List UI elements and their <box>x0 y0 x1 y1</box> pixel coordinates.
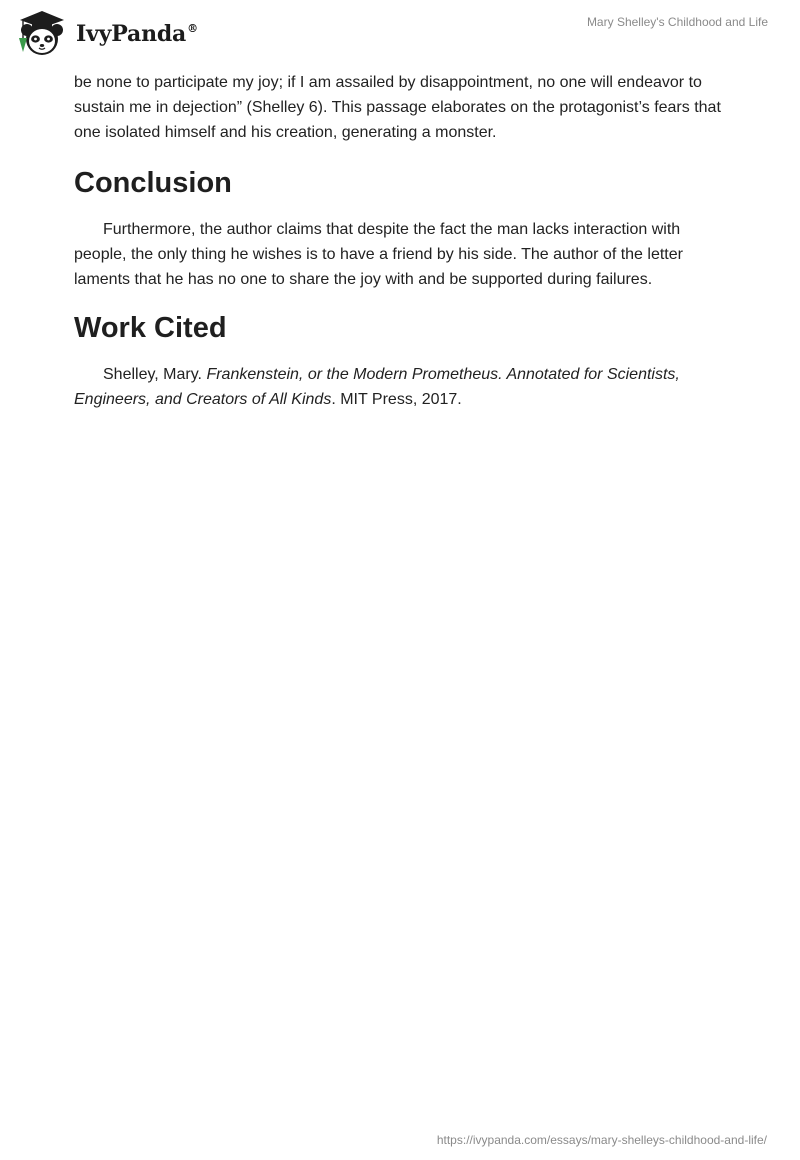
source-url-link[interactable]: https://ivypanda.com/essays/mary-shelleys-childhood-and-life/ <box>436 1133 767 1147</box>
citation-publisher: . MIT Press, 2017. <box>331 391 462 409</box>
conclusion-paragraph: Furthermore, the author claims that despite the fact the man lacks interaction with people, the only thing he wishes is to have a friend by his side. The author of the letter laments that he has no one to share the joy with and be supported during failures. <box>74 220 683 289</box>
citation-entry <box>74 362 726 412</box>
page-header <box>0 0 800 64</box>
document-title: Mary Shelley's Childhood and Life <box>586 15 768 29</box>
citation-author: Shelley, Mary. <box>103 366 207 384</box>
registered-mark: ® <box>187 22 198 35</box>
brand-name <box>76 21 198 47</box>
conclusion-heading: Conclusion <box>74 166 232 199</box>
panda-graduation-cap-icon <box>14 8 72 58</box>
work-cited-heading: Work Cited <box>74 312 227 345</box>
intro-paragraph: be none to participate my joy; if I am assailed by disappointment, no one will endeavor to sustain me in dejection” (Shelley 6). This passage elaborates on the protagonist’s fears that one isolated himself and his creation, generating a monster. <box>74 74 721 142</box>
ivypanda-logo[interactable] <box>14 8 198 58</box>
brand-name-text: IvyPanda <box>76 21 187 47</box>
essay-content <box>74 70 726 413</box>
citation-title: Frankenstein, or the Modern Prometheus. Annotated for Scientists, Engineers, and Creators of All Kinds <box>74 366 680 409</box>
